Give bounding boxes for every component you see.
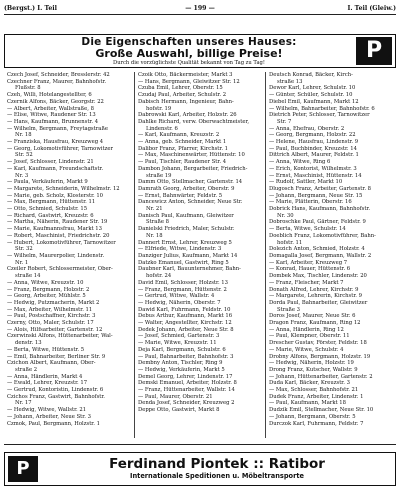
directory-entry: — Anna, Händlerin, Ring 12 [269,326,344,333]
directory-entry: — Paul, Kaufmann, Markt 18 [269,400,346,407]
advertisement-bottom [4,452,396,486]
directory-entry: Dawid Karl, Fuhrmann, Feldstr. 10 [138,306,231,313]
directory-entry: Dlugosch Franz, Arbeiter, Gartenstr. 8 [269,185,372,192]
directory-entry: — Franziska, Hausfrau, Kreuzweg 4 [7,139,104,146]
directory-entry-continuation: Nr. 21 [146,206,163,213]
directory-entry: Denda Josef, Schneider, Kreuzweg 2 [138,400,235,407]
footer-rule [4,444,396,445]
ad-top-line-1: Die Eigenschaften unseres Hauses: [81,36,297,48]
ad-bottom-text [45,457,389,481]
running-head-right: I. Teil (Gleiw.) [347,4,396,12]
directory-entry: — Hedwig, Putzmacherin, Markt 2 [7,299,100,306]
directory-entry: — Hedwig, Verkäuferin, Markt 5 [138,366,225,373]
directory-entry: Czichon Albert, Kaufmann, Ober- [7,360,96,367]
directory-entry: — Hans, Bergmann, Gleiwitzer Str. 12 [138,78,240,85]
directory-entry: — Marie, Plätterin, Oberstr. 16 [269,199,352,206]
directory-entry-continuation: Nr. 17 [15,400,32,407]
directory-entry: — Günter, Schüler, Schulstr. 10 [269,92,353,99]
directory-entry-continuation: denstr. 13 [15,340,42,347]
directory-entry: — Konrad, Hauer, Hüttenstr. 6 [269,266,351,273]
directory-entry-continuation: Straße 3 [277,306,300,313]
directory-entry: — Paul, Postschaffner, Kirchstr. 3 [7,313,96,320]
directory-columns [4,72,396,438]
directory-entry: — Josef, Schmied, Gartenstr. 3 [138,333,220,340]
directory-entry-continuation: Nr. 1 [15,259,29,266]
directory-entry: — Karl, Kaufmann, Freundschaftstr. [7,165,104,172]
directory-entry: Duda Karl, Bäcker, Kreuzstr. 3 [269,380,350,387]
directory-entry: Dolezich Anton, Schmied, Holzstr. 4 [269,246,365,253]
directory-entry: — Walter, Angestellter, Kirchstr. 12 [138,320,232,327]
directory-entry-continuation: straße 2 [15,366,38,373]
directory-entry: Dietrich Peter, Schlosser, Tarnowitzer [269,112,370,119]
directory-entry-continuation: Lindenstr. 6 [146,125,178,132]
directory-entry: — Paul, Klempner, Oberstr. 11 [269,333,350,340]
directory-entry-continuation: Str. 52 [15,152,33,159]
directory-entry: Dalibor Franz, Pfarrer, Kirchstr. 1 [138,145,229,152]
ad-top-line-2: Große Auswahl, billige Preise! [95,47,283,60]
directory-entry: — Marie, Witwe, Kreuzstr. 11 [138,340,217,347]
directory-entry: — Wilhelm, Bahnarbeiter, Bahnhofstr. 6 [269,105,375,112]
directory-entry: — Erich, Kontorist, Wilhelmstr. 3 [269,165,357,172]
directory-entry: — Franz, Bergmann, Hüttenstr. 2 [138,286,227,293]
directory-entry: — Berta, Witwe, Schulstr. 14 [269,226,346,233]
directory-entry: Dembny Anton, Tischler, Ring 9 [138,360,223,367]
ad-bottom-services: Internationale Speditionen u. Möbeltransporte [130,472,304,480]
directory-entry: — Georg, Arbeiter, Mühlstr. 5 [7,293,86,300]
directory-column-2 [134,72,265,438]
running-head-left: (Bergst.) I. Teil [4,4,57,12]
directory-entry: Czerwinski Alfons, Hüttenarbeiter, Wal- [7,333,113,340]
directory-entry-continuation: Nr. 18 [146,232,163,239]
directory-entry: — Gertrud, Kontoristin, Lindenstr. 6 [7,387,104,394]
directory-entry: Doros Josef, Maurer, Neue Str. 6 [269,313,356,320]
directory-entry: Donath Alfred, Lehrer, Kirchstr. 9 [269,286,359,293]
directory-entry: — Albert, Arbeiter, Wallstraße, 8 [7,105,94,112]
directory-entry: Durczok Karl, Fuhrmann, Feldstr. 7 [269,420,364,427]
directory-entry: Dannert Ernst, Lehrer, Kreuzweg 5 [138,239,232,246]
directory-entry: Dewor Karl, Lehrer, Schulstr. 10 [269,85,356,92]
directory-entry: — Gertrud, Witwe, Wallstr. 4 [138,293,215,300]
directory-entry: — Hubert, Lokomotivführer, Tarnowitzer [7,239,116,246]
directory-entry-continuation: straße 14 [15,273,41,280]
directory-entry: — Elfriede, Witwe, Lindenstr. 3 [138,246,222,253]
directory-entry: — Max, Schlosser, Bahnhofstr. 21 [269,387,359,394]
directory-entry: — Karl, Kaufmann, Kreuzstr. 2 [138,132,220,139]
directory-entry: — Margarete, Schneiderin, Wilhelmstr. 12 [7,185,120,192]
directory-entry-continuation: Flußstr. 8 [15,85,41,92]
directory-entry-continuation: straße 13 [277,78,303,85]
directory-entry: — Karl, Arbeiter, Kreuzweg 7 [269,259,348,266]
directory-entry: Danziger Julius, Kaufmann, Markt 14 [138,252,238,259]
directory-entry: — Rudolf, Sattler, Markt 10 [269,179,343,186]
directory-entry: — Josef, Schlosser, Lindenstr. 21 [7,159,94,166]
directory-entry: — Franz, Bergmann, Holzstr. 2 [7,286,90,293]
directory-entry: Deutsch Konrad, Bäcker, Kirch- [269,72,353,78]
ad-bottom-monogram-logo: P [8,456,38,482]
directory-entry: Czechner Franz, Maurer, Bahnhofstr. [7,78,107,85]
directory-entry: Czoik Otto, Bäckermeister, Markt 3 [138,72,233,78]
directory-entry: Dombek Max, Tischler, Lindenstr. 20 [269,273,367,280]
directory-entry: Dragon Franz, Kaufmann, Ring 12 [269,320,361,327]
directory-entry: — Hedwig, Näherin, Oberstr. 7 [138,299,221,306]
directory-entry: Czudaj Paul, Arbeiter, Schulstr. 2 [138,92,227,99]
directory-entry: Domagalla Josef, Bergmann, Wallstr. 2 [269,252,372,259]
directory-entry: — Johann, Hüttenarbeiter, Gartenstr. 2 [269,373,373,380]
directory-entry: Deppe Otto, Gastwirt, Markt 8 [138,407,220,414]
directory-entry: — Ewald, Lehrer, Kreuzstr. 17 [7,380,88,387]
directory-entry: — Wilhelm, Bergmann, Freytagstraße [7,125,108,132]
directory-entry: Dabrowski Karl, Arbeiter, Holzstr. 26 [138,112,237,119]
directory-entry-continuation: Nr. 30 [277,212,294,219]
directory-entry: Demski Emanuel, Arbeiter, Holzstr. 8 [138,380,237,387]
directory-entry: — Helene, Hausfrau, Lindenstr. 9 [269,139,359,146]
directory-entry: — Marie, Witwe, Schulstr. 4 [269,346,344,353]
directory-entry: Dittrich Albert, Maurer, Feldstr. 1 [269,152,359,159]
directory-entry: Dudzik Emil, Stellmacher, Neue Str. 10 [269,407,374,414]
directory-entry: Dahlke Richard, verw. Oberwachtmeister, [138,118,250,125]
directory-entry: — Berta, Witwe, Hüttenstr. 5 [7,346,85,353]
directory-entry: Dobrick Hans, Kaufmann, Bahnhofstr. [269,206,371,213]
directory-entry: Czichos Franz, Gastwirt, Bahnhofstr. [7,393,105,400]
directory-entry: Dabisch Hermann, Ingenieur, Bahn- [138,98,234,105]
directory-entry: Czernik Alfons, Bäcker, Georgstr. 22 [7,98,104,105]
directory-entry: — Paul, Buchbinder, Kreuzstr. 14 [269,145,357,152]
advertisement-top [4,34,396,68]
directory-entry: — Franz, Fleischer, Markt 7 [269,279,344,286]
directory-entry: Czmok, Paul, Bergmann, Holzstr. 1 [7,420,100,427]
directory-entry-continuation: straße 19 [146,172,172,179]
directory-entry: Demel Georg, Lehrer, Lindenstr. 17 [138,373,233,380]
directory-entry-continuation: Str. 7 [277,118,292,125]
directory-entry: Dobroschke Paul, Gärtner, Feldstr. 9 [269,219,366,226]
directory-entry: Danielski Friedrich, Maler, Schulstr. [138,226,235,233]
directory-entry: — Elise, Witwe, Raudener Str. 13 [7,112,96,119]
directory-entry: — Paul, Maurer, Oberstr. 21 [138,393,213,400]
directory-entry: David Emil, Schlosser, Holzstr. 13 [138,279,228,286]
ad-bottom-company: Ferdinand Piontek :: Ratibor [109,456,325,472]
directory-entry-continuation: hofstr. 11 [277,239,303,246]
directory-entry: — Hedwig, Witwe, Wallstr. 21 [7,407,87,414]
directory-entry: — Emil, Bahnarbeiter, Berliner Str. 9 [7,353,106,360]
directory-column-1 [4,72,134,438]
directory-entry: — Max, Arbeiter, Wilhelmstr. 11 [7,306,93,313]
directory-entry-continuation: hofstr. 24 [146,273,172,280]
directory-entry: Debus Arthur, Kaufmann, Markt 16 [138,313,233,320]
directory-entry: — Ernst, Bahnwärter, Feldstr. 5 [138,192,223,199]
running-head [4,3,396,13]
directory-entry: Danisch Paul, Kaufmann, Gleiwitzer [138,212,234,219]
directory-entry: — Wilhelm, Maurerpolier, Lindenstr. [7,252,105,259]
directory-entry: Deja Karl, Bergmann, Schulstr. 6 [138,346,226,353]
directory-entry: — Franz, Hüttenarbeiter, Wallstr. 14 [138,387,235,394]
directory-entry: — Hans, Kaufmann, Brunnenstr. 4 [7,118,99,125]
directory-entry: Damm Otto, Stellmacher, Gartenstr. 14 [138,179,243,186]
directory-entry: — Anna, Händlerin, Markt 4 [7,373,83,380]
directory-entry: Diebel Emil, Kaufmann, Markt 12 [269,98,359,105]
directory-entry: Drescher Gustav, Förster, Feldstr. 18 [269,340,367,347]
directory-entry: — Johann, Arbeiter, Neue Str. 3 [7,413,91,420]
directory-entry: — Paula, Verkäuferin, Markt 9 [7,179,88,186]
directory-entry: Doeblich Franz, Lokomotivführer, Bahn- [269,232,376,239]
directory-entry: — Martha, Näherin, Raudener Str. 19 [7,219,108,226]
ad-top-text [29,37,349,66]
directory-entry: Dudek Franz, Arbeiter, Lindenstr. 1 [269,393,364,400]
directory-entry: Czuba Emil, Lehrer, Oberstr. 15 [138,85,223,92]
directory-entry: Dambon Johann, Bergarbeiter, Friedrich- [138,165,248,172]
directory-entry: Drong Franz, Kutscher, Wallstr. 9 [269,366,358,373]
directory-entry: Dorda Paul, Bahnarbeiter, Gleiwitzer [269,299,368,306]
directory-entry: Daubner Karl, Bauunternehmer, Bahn- [138,266,241,273]
directory-entry: — Anna, Witwe, Kreuzstr. 10 [7,279,84,286]
directory-entry: — Marie, geb. Scholz, Klosterstr. 10 [7,192,104,199]
directory-entry: Drobny Alfons, Bergmann, Holzstr. 19 [269,353,371,360]
header-rule [4,14,396,15]
ad-top-line-3: Durch die vorzüglichste Qualität bekannt von Tag zu Tag! [113,60,265,66]
directory-entry-continuation: hofstr. 19 [146,105,172,112]
directory-column-3 [265,72,396,438]
directory-entry: — Paul, Bahnarbeiter, Bahnhofstr. 3 [138,353,234,360]
directory-entry: — Paul, Tischler, Raudener Str. 4 [138,159,227,166]
directory-entry: Damrath Georg, Arbeiter, Oberstr. 9 [138,185,235,192]
directory-entry-continuation: Nr. 3 [15,172,29,179]
directory-entry: Czeh, Willi, Hotelangestellter, 6 [7,92,92,99]
directory-entry: — Anna, geb. Schneider, Markt 1 [138,139,227,146]
directory-entry-continuation: Str. 32 [15,246,33,253]
directory-entry-continuation: Nr. 18 [15,132,32,139]
directory-entry: — Max, Bergmann, Hüttenstr. 11 [7,199,96,206]
page-number: — 199 — [185,4,215,12]
ad-top-monogram-logo: P [356,37,392,65]
directory-entry: Dancewicz Anton, Schneider, Neue Str. [138,199,243,206]
directory-entry: Dedek Johann, Arbeiter, Neue Str. 8 [138,326,234,333]
directory-entry: Czerny, Otto, Maler, Schulstr. 17 [7,320,94,327]
directory-entry: — Hedwig, Näherin, Holzstr. 19 [269,360,354,367]
directory-entry: — Johann, Bergmann, Neue Str. 15 [269,192,363,199]
directory-entry: — Anna, Witwe, Ring 6 [269,159,331,166]
directory-entry: — Marie, Kaufmannsfrau, Markt 13 [7,226,102,233]
directory-entry: — Alois, Hilfsarbeiter, Gartenstr. 12 [7,326,103,333]
directory-entry-continuation: Straße 8 [146,219,169,226]
directory-entry: — Georg, Bergmann, Holzstr. 22 [269,132,356,139]
directory-entry: Czeiler Robert, Schlossermeister, Ober- [7,266,113,273]
directory-entry: — Max, Maschinenwärter, Hüttenstr. 10 [138,152,245,159]
directory-entry: Datzko Emanuel, Gastwirt, Ring 5 [138,259,229,266]
directory-entry: — Richard, Gastwirt, Kreuzstr. 6 [7,212,94,219]
directory-entry: — Georg, Lokomotivführer, Tarnowitzer [7,145,114,152]
directory-entry: — Johann, Bergmann, Oberstr. 5 [269,413,356,420]
directory-entry: — Robert, Maschinist, Friedrichstr. 20 [7,232,110,239]
directory-entry: — Margarete, Lehrerin, Kirchstr. 9 [269,293,362,300]
directory-entry: — Otto, Schmied, Schulstr. 15 [7,206,88,213]
directory-entry: — Ernst, Maschinist, Hüttenstr. 14 [269,172,362,179]
directory-entry: — Anna, Ehefrau, Oberstr. 2 [269,125,345,132]
directory-entry: Czech Josef, Schneider, Bresslerstr. 42 [7,72,110,78]
